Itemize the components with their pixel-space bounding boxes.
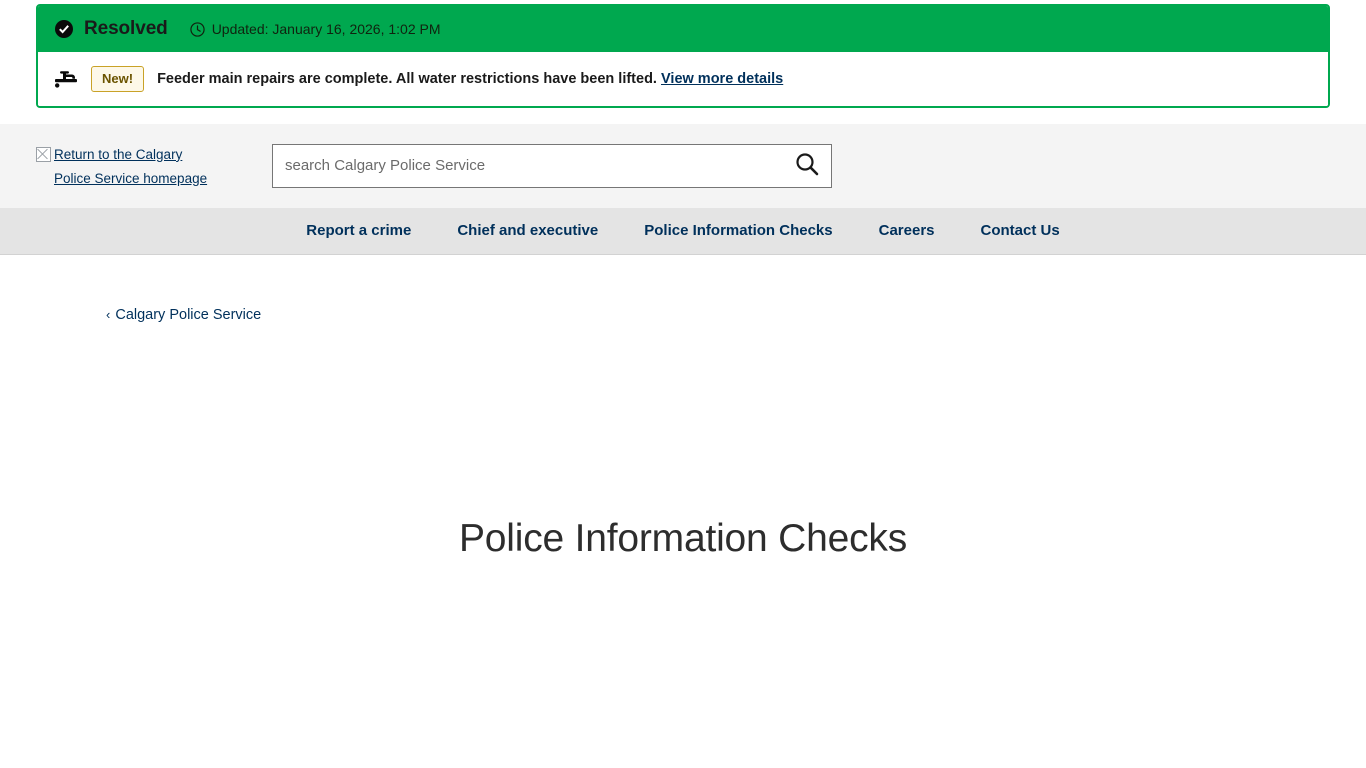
site-logo-alt-text: Return to the Calgary Police Service homepage [54,146,208,186]
chevron-left-icon: ‹ [106,306,111,322]
alert-status-label: Resolved [84,18,168,39]
clock-icon [190,22,205,37]
breadcrumb-item-calgary-police-service[interactable]: Calgary Police Service [115,306,262,323]
nav-item-contact-us[interactable]: Contact Us [980,222,1060,240]
alert-updated [190,21,441,37]
nav-item-chief-and-executive[interactable]: Chief and executive [457,222,599,240]
new-badge: New! [91,66,144,92]
alert-header [38,6,1328,52]
main-navigation[interactable] [0,208,1366,255]
nav-item-careers[interactable]: Careers [878,222,935,240]
site-search[interactable] [272,144,832,188]
nav-item-report-a-crime[interactable]: Report a crime [306,222,412,240]
nav-item-police-information-checks[interactable]: Police Information Checks [644,222,833,240]
water-tap-icon [54,69,78,89]
site-header [0,124,1366,208]
check-circle-icon [54,19,74,39]
search-input[interactable] [273,145,783,187]
search-icon [794,151,820,180]
breadcrumb [0,255,1366,323]
search-button[interactable] [783,145,831,187]
alert-message-text: Feeder main repairs are complete. All water restrictions have been lifted. [157,70,657,87]
alert-body [38,52,1328,106]
broken-image-icon [36,147,51,162]
page-title: Police Information Checks [458,516,908,560]
service-alert-banner [36,4,1330,108]
alert-details-link[interactable]: View more details [661,70,784,87]
alert-updated-label: Updated: January 16, 2026, 1:02 PM [211,21,441,37]
site-logo-link[interactable] [36,141,216,191]
alert-message [157,71,783,87]
